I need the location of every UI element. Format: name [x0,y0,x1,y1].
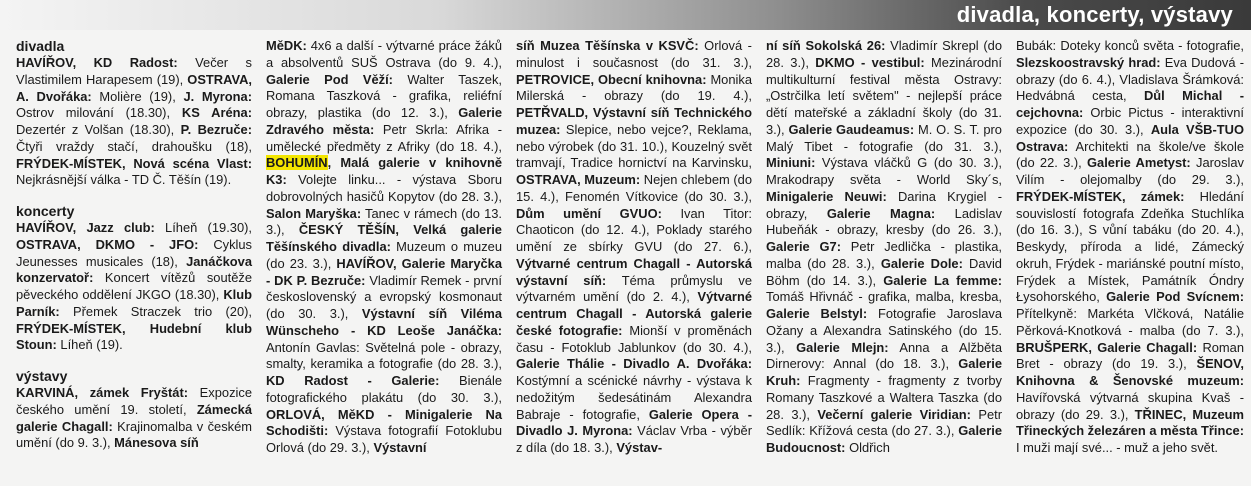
event-description: Cyklus Jeunesses musicales (18), [16,236,252,269]
divadla-text [16,55,252,189]
event-description: Večer s Vlastimilem Harapesem (19), [16,55,253,87]
venue-name: MěDK: [266,38,307,53]
venue-name: KD Radost - Galerie: [266,373,440,388]
event-description: Walter Taszek, Romana Taszková - grafika, reliéfní obrazy, plastika (do 12. 3.), [266,71,502,120]
venue-name: Výstavní síň Viléma Wünscheho - KD Leoše Janáčka: [266,306,503,338]
venue-name: Slezskoostravský hrad: [1016,54,1161,70]
venue-name: ŠENOV, Knihovna & Šenovské muzeum: [1016,356,1244,388]
venue-name: J. Myrona: [183,88,252,104]
venue-name: Výtvarné centrum Chagall - Autorská výstavní síň: [516,255,752,288]
event-description: Orlová - minulost i současnost (do 31. 3.), [516,38,752,70]
venue-name: Galerie Dole: [880,255,963,271]
venue-name: OSTRAVA, DKMO - JFO: [16,236,199,252]
venue-name: Galerie Budoucnost: [766,423,1002,455]
venue-name: PETROVICE, Obecní knihovna: [516,71,707,87]
koncerty-text [16,220,252,354]
venue-name: Výstav- [616,440,663,455]
event-description: Koncert vítězů soutěže pěveckého oddělení JKGO (18.30), [16,270,252,302]
venue-name: Galerie Pod Věží: [266,71,393,87]
event-description: I muži mají své... - muž a jeho svět. [1016,440,1219,455]
event-description: Eva Dudová - obrazy (do 6. 4.), Vladislava Šrámková: Hedvábná cesta, [1016,54,1244,104]
event-description: Petr Sedlík: Křížová cesta (do 27. 3.), [766,406,1002,439]
column-4 [766,38,1016,478]
venue-name: KS Aréna: [181,105,253,121]
heading-vystavy: výstavy [16,368,68,384]
event-description: Petr Jedlička - plastika, malba (do 28. 3.), [766,239,1002,271]
venue-name: HAVÍŘOV, Galerie Maryčka - DK P. Bezruče: [266,255,502,288]
venue-name: FRÝDEK-MÍSTEK, Nová scéna Vlast: [16,155,252,171]
section-banner [0,0,1251,30]
event-description: Nejen chlebem (do 15. 4.), Fenomén Vítkovice (do 30. 3.), [516,172,752,204]
venue-name: Galerie Opera - Divadlo J. Myrona: [516,406,752,439]
venue-name: , Malá galerie v knihovně K3: [266,155,502,187]
venue-name: OSTRAVA, A. Dvořáka: [16,71,252,104]
event-description: Nejkrásnější válka - TD Č. Těšín (19). [16,172,232,188]
listing-columns [16,38,1244,478]
column-5-text [1016,38,1244,457]
event-description: Fragmenty - fragmenty z tvorby Romany Taszkové a Waltera Taszka (do 28. 3.), [766,373,1002,422]
venue-name: Minigalerie Neuwi: [766,188,887,204]
column-2 [266,38,516,478]
venue-name: Galerie Belstyl: [766,306,868,321]
venue-name: Galerie Magna: [826,205,936,221]
event-description: Roman Bret - obrazy (do 19. 3.), [1016,339,1244,372]
event-description: Čtyři vraždy stačí, drahoušku (18), [16,138,252,154]
venue-name: FRÝDEK-MÍSTEK, Hudební klub Stoun: [16,320,252,353]
venue-name: HAVÍŘOV, Jazz club: [16,220,155,235]
venue-name: Galerie Gaudeamus: [788,121,915,137]
venue-name: Klub Parník: [16,287,252,319]
event-description: Molière (19), [91,88,184,104]
column-1 [16,38,266,478]
column-5 [1016,38,1244,478]
event-description: Líheň (19). [56,337,123,353]
event-description: Volejte linku... - výstava Sboru dobrovolných hasičů Kopytov (do 28. 3.), [266,172,502,204]
venue-name: ní síň Sokolská 26: [766,38,886,53]
venue-name: Galerie Zdravého města: [266,105,502,137]
event-description: Monika Milerská - obrazy (do 19. 4.), [516,71,753,104]
event-description: Ivan Titor: Chaoticon (do 12. 4.), Poklady starého umění ze sbírky GVU (do 27. 6.), [516,205,752,254]
venue-name: TŘINEC, Muzeum Třineckých železáren a města Třince: [1016,406,1244,439]
event-description: Kostýmní a scénické návrhy - výstava k nedožitým šedesátinám Alexandra Babraje - fotografie, [516,373,752,422]
event-description: Mezinárodní multikulturní festival města Ostravy: „Ostrčilka letí světem" - nejlepší práce dětí mateřské a základní školy (do 31. 3.), [766,54,1002,137]
event-description: Havířovská výtvarná skupina Kvaš - obrazy (do 29. 3.), [1016,389,1244,422]
event-description: Oldřich [845,440,890,455]
column-3-text [516,38,752,457]
venue-name: OSTRAVA, Muzeum: [516,172,641,187]
venue-name: HAVÍŘOV, KD Radost: [16,55,178,70]
event-description: Přemek Straczek trio (20), [59,303,252,319]
venue-name: KARVINÁ, zámek Fryštát: [16,385,189,400]
event-description: Anna a Alžběta Dirnerovy: Annal (do 18. 3.), [766,339,1002,372]
column-2-text [266,38,502,457]
venue-name: P. Bezruče: [180,122,253,137]
event-description: M. O. S. T. pro Malý Tibet - fotografie (do 31. 3.), [766,121,1002,154]
event-description: Téma průmyslu ve výtvarném umění (do 2. 4.), [516,272,753,305]
venue-name: Aula VŠB-TUO Ostrava: [1016,121,1244,154]
venue-name: Janáčkova konzervatoř: [16,253,252,286]
event-description: Expozice českého umění 19. století, [16,385,252,417]
venue-name: BRUŠPERK, Galerie Chagall: [1016,339,1198,355]
venue-name: DKMO - vestibul: [815,54,925,70]
venue-name: Salon Maryška: [266,205,362,221]
venue-name: Galerie Pod Svícnem: [1106,289,1244,305]
event-description: Vladimír Skrepl (do 28. 3.), [766,38,1002,70]
event-description: 4x6 a další - výtvarné práce žáků a absolventů SUŠ Ostrava (do 9. 4.), [266,38,502,70]
event-description: Bubák: Doteky konců světa - fotografie, [1016,38,1244,53]
event-description: Líheň (19.30), [154,220,252,235]
event-description: Krajinomalba v českém umění (do 9. 3.), [16,418,253,451]
column-4-text [766,38,1002,457]
venue-name: Miniuni: [766,155,816,171]
event-description: Dezertér z Volšan (18.30), [16,122,181,137]
event-description: Orbic Pictus - interaktivní expozice (do 30. 3.), [1016,105,1244,137]
vystavy-text [16,385,252,452]
venue-name: Galerie La femme: [883,272,1002,288]
event-description: Architekti na škole/ve škole (do 22. 3.), [1016,138,1244,171]
event-description: Darina Krygiel - obrazy, [766,188,1002,221]
event-description: Slepice, nebo vejce?, Reklama, nebo výrobek (do 31. 10.), Kouzelný svět tramvají, Tradice hornictví na Karvinsku, [516,121,752,171]
spacer [16,354,252,368]
venue-name: Galerie Mlejn: [796,339,889,355]
event-description: Mionší v proměnách času - Fotoklub Jablunkov (do 30. 4.), [516,322,752,355]
venue-name: Dům umění GVUO: [516,205,662,221]
venue-name: ORLOVÁ, MěKD - Minigalerie Na Schodišti: [266,406,502,439]
event-description: Přítelkyně: Markéta Vlčková, Natálie Pěrková-Knotková - malba (do 7. 3.), [1016,306,1244,338]
event-description: Výstava fotografií Fotoklubu Orlová (do 29. 3.), [266,423,502,455]
venue-name: Galerie Thálie - Divadlo A. Dvořáka: [516,356,752,372]
venue-name: PETŘVALD, Výstavní síň Technického muzea: [516,105,752,137]
heading-koncerty: koncerty [16,203,75,219]
event-description: David Böhm (do 14. 3.), [766,255,1002,288]
venue-name: Galerie Ametyst: [1087,155,1191,171]
event-description: Ostrov milování (18.30), [16,105,182,121]
event-description: Hledání souvislostí fotografa Zdeňka Stuchlíka (do 16. 3.), S vůní tabáku (do 20. 4.), Beskydy, příroda a lidé, Zámecký okruh, Frýdek - mariánské poutní místo, Frýdek a Místek, Památník Óndry Łysohorského, [1016,188,1244,305]
spacer [16,189,252,203]
venue-name: Výtvarné centrum Chagall - Autorská galerie české fotografie: [516,289,752,338]
venue-name: Večerní galerie Viridian: [817,406,971,422]
event-description: Muzeum o muzeu (do 23. 3.), [266,239,502,271]
venue-name: Galerie Kruh: [766,356,1002,388]
venue-name: ČESKÝ TĚŠÍN, Velká galerie Těšínského divadla: [266,222,502,254]
event-description: Jaroslav Vilím - olejomalby (do 29. 3.), [1016,155,1244,187]
venue-name: Zámecká galerie Chagall: [16,401,252,434]
event-description: Vladimír Remek - první československý a evropský kosmonaut (do 30. 3.), [266,272,502,321]
venue-name: Důl Michal - cejchovna: [1016,88,1244,120]
event-description: Antonín Gavlas: Světelná pole - obrazy, smalty, keramika a fotografie (do 28. 3.), [266,339,502,372]
heading-divadla: divadla [16,38,65,54]
venue-name: Galerie G7: [766,239,841,254]
column-3 [516,38,766,478]
highlighted-place: BOHUMÍN [266,155,328,171]
event-description: Petr Skrla: Afrika - umělecké předměty z Afriky (do 18. 4.), [266,121,502,154]
event-description: Výstava vláčků G (do 30. 3.), Mrakodrapy světa - World Sky´s, [766,155,1002,187]
venue-name: síň Muzea Těšínska v KSVČ: [516,38,699,53]
venue-name: FRÝDEK-MÍSTEK, zámek: [1016,188,1185,204]
event-description: Václav Vrba - výběr z díla (do 18. 3.), [516,423,752,455]
event-description: Ladislav Hubeňák - obrazy, kresby (do 26. 3.), [766,205,1002,238]
event-description: Bienále fotografického plakátu (do 30. 3.), [266,373,502,405]
venue-name: Výstavní [373,440,427,455]
event-description: Tanec v rámech (do 13. 3.), [266,205,502,238]
event-description: Fotografie Jaroslava Ožany a Alexandra Satinského (do 15. 3.), [766,306,1002,355]
banner-title: divadla, koncerty, výstavy [956,2,1233,27]
venue-name: Mánesova síň [114,435,199,451]
event-description: Tomáš Hřivnáč - grafika, malba, kresba, [766,289,1002,305]
